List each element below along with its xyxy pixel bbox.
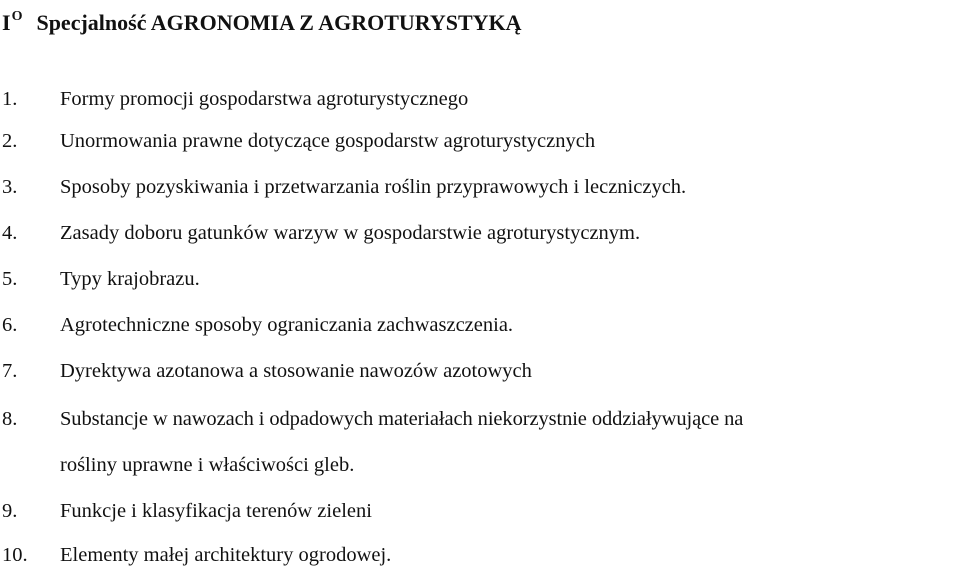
list-item-text: Dyrektywa azotanowa a stosowanie nawozów azotowych	[60, 360, 532, 382]
section-superscript: O	[11, 9, 23, 24]
list-item-text: Substancje w nawozach i odpadowych materiałach niekorzystnie oddziaływujące na	[60, 408, 744, 430]
list-item-text: Typy krajobrazu.	[60, 268, 200, 290]
list-item-number: 10.	[2, 544, 28, 566]
section-roman-numeral: I	[2, 10, 11, 36]
list-item-text: Unormowania prawne dotyczące gospodarstw agroturystycznych	[60, 130, 596, 152]
list-item-number: 7.	[2, 360, 18, 382]
list-item-text: Agrotechniczne sposoby ograniczania zachwaszczenia.	[60, 314, 514, 336]
list-item-number: 3.	[2, 176, 18, 198]
list-item-continuation: rośliny uprawne i właściwości gleb.	[60, 454, 355, 476]
list-item-text: Elementy małej architektury ogrodowej.	[60, 544, 392, 566]
list-item-number: 9.	[2, 500, 18, 522]
list-item-number: 5.	[2, 268, 18, 290]
list-item-number: 8.	[2, 408, 18, 430]
list-item-text: Sposoby pozyskiwania i przetwarzania roślin przyprawowych i leczniczych.	[60, 176, 687, 198]
list-item-number: 4.	[2, 222, 18, 244]
list-item-number: 6.	[2, 314, 18, 336]
list-item-text: Funkcje i klasyfikacja terenów zieleni	[60, 500, 372, 522]
list-item-number: 1.	[2, 88, 18, 110]
list-item-number: 2.	[2, 130, 18, 152]
section-title: Specjalność AGRONOMIA Z AGROTURYSTYKĄ	[36, 10, 522, 36]
list-item-text: Zasady doboru gatunków warzyw w gospodarstwie agroturystycznym.	[60, 222, 641, 244]
list-item-text: Formy promocji gospodarstwa agroturystycznego	[60, 88, 469, 110]
